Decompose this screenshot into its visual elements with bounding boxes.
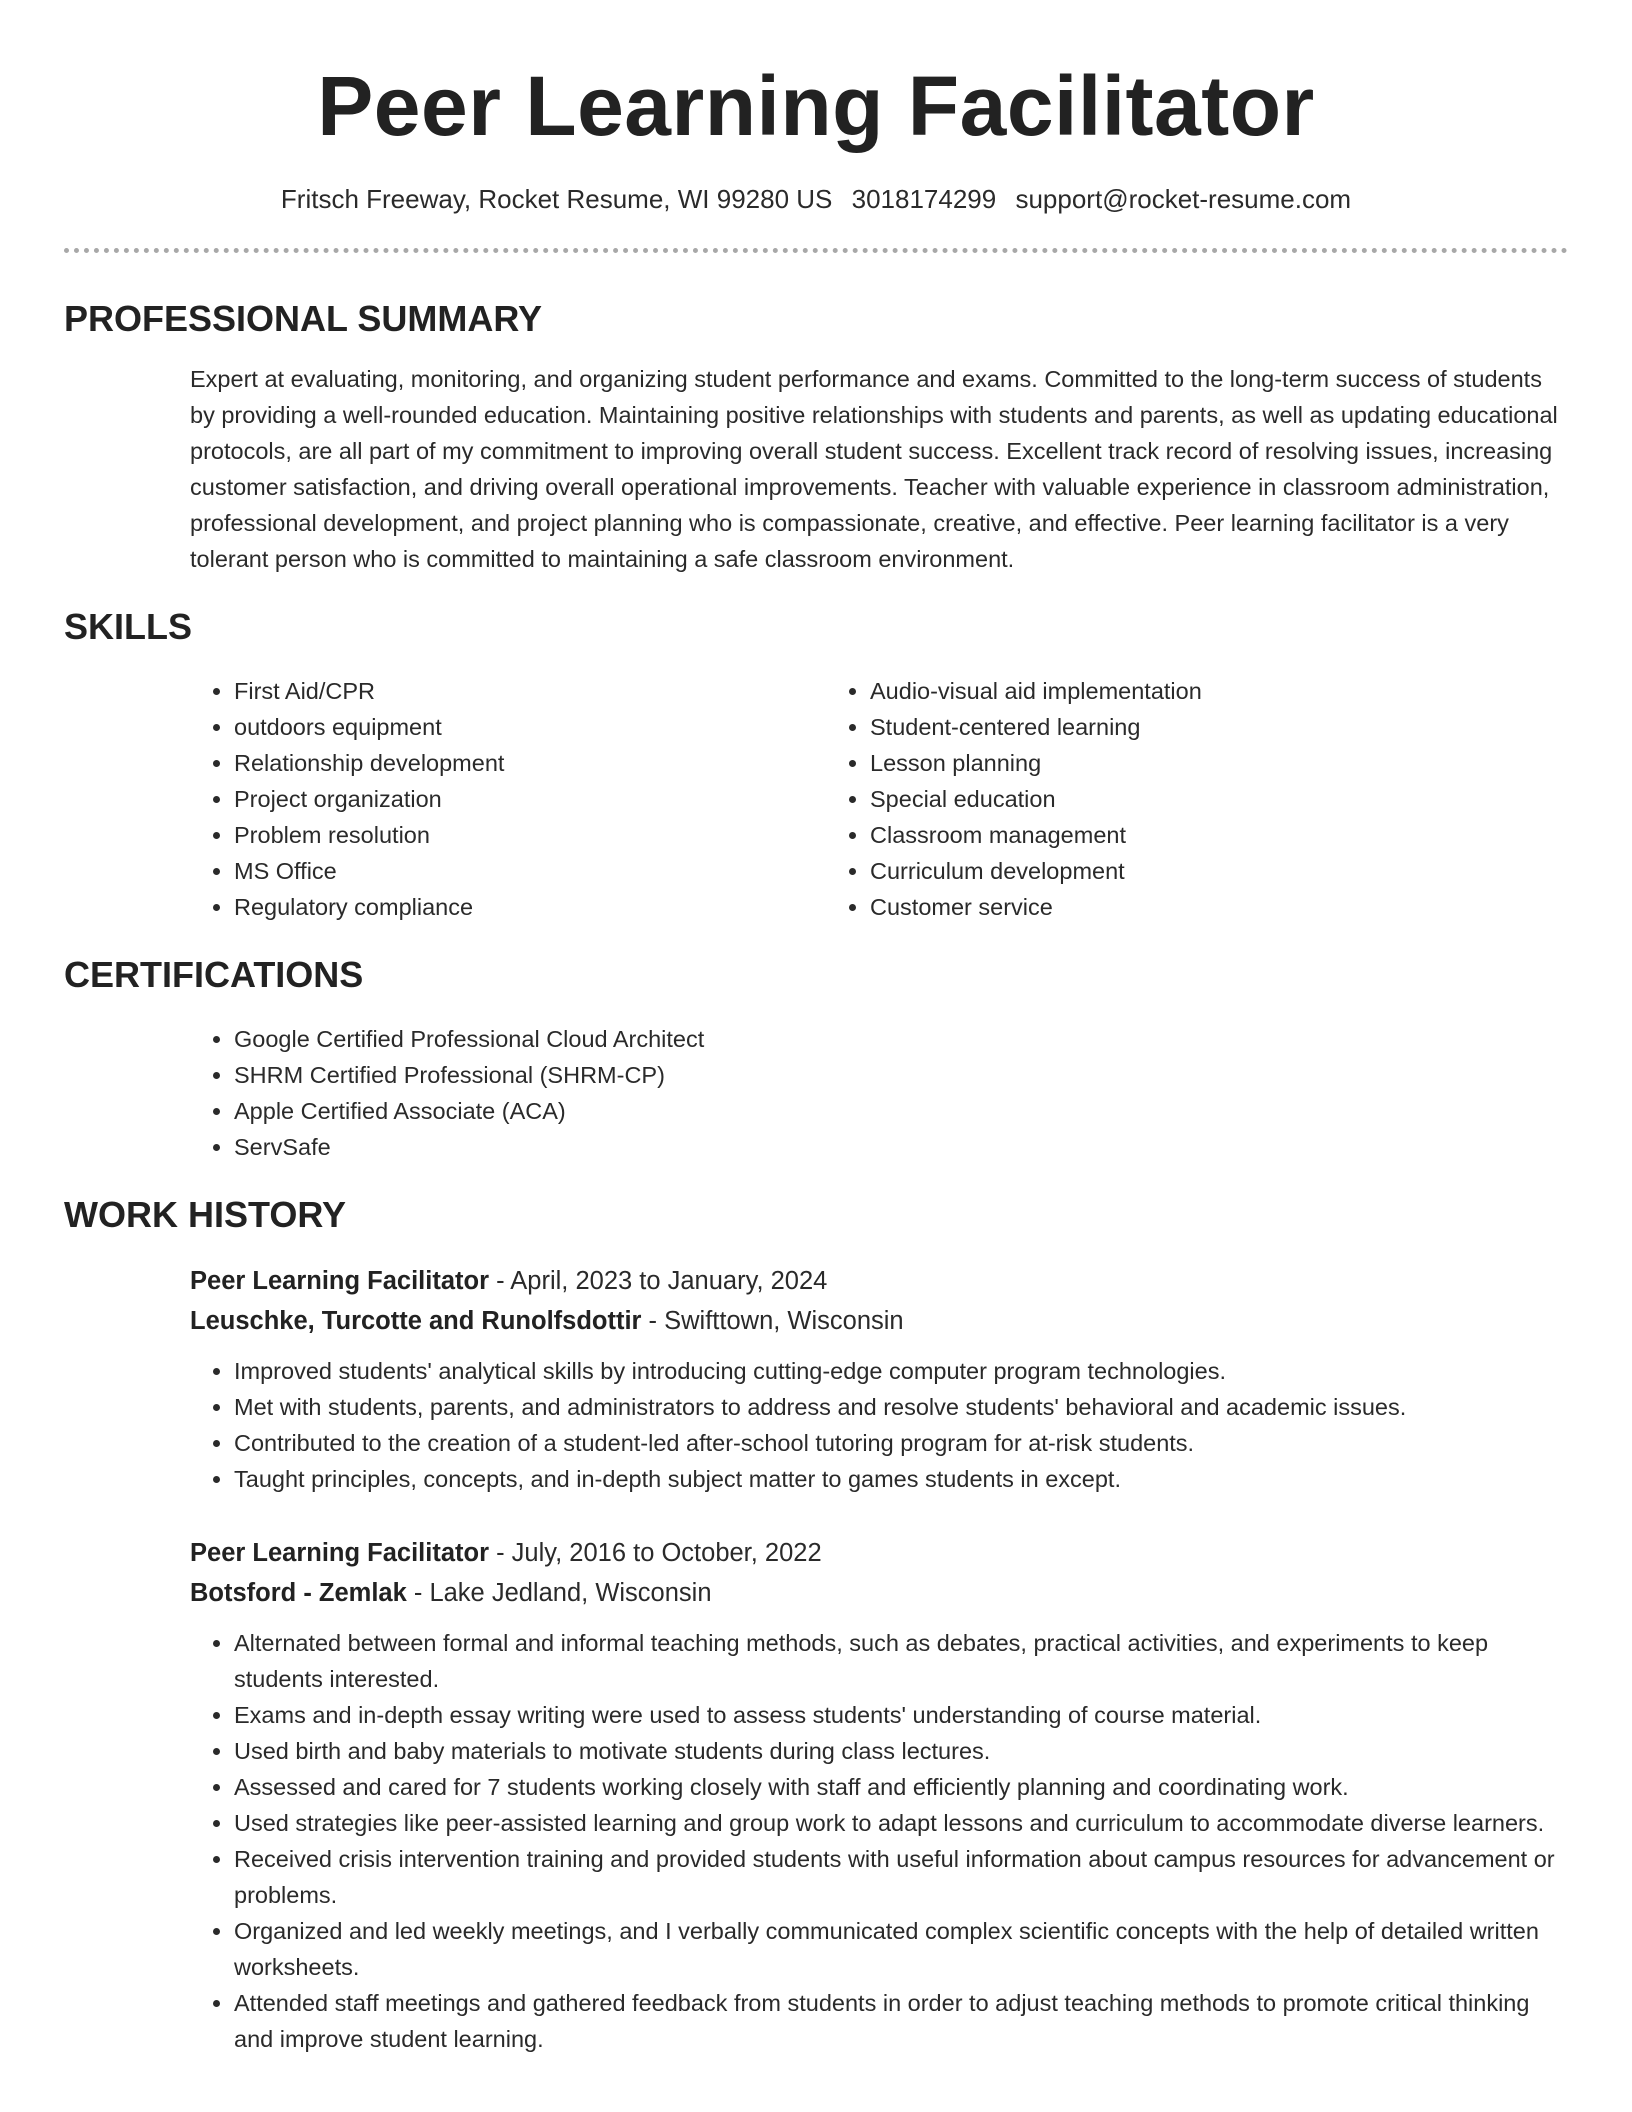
- job-role-line: [190, 1533, 1568, 1573]
- job-role-line: [190, 1261, 1568, 1301]
- job-bullet: • Used birth and baby materials to motivate students during class lectures.: [234, 1733, 1568, 1769]
- skills-column-right: [826, 673, 1568, 925]
- contact-phone: 3018174299: [851, 184, 997, 214]
- job-bullet: • Improved students' analytical skills by introducing cutting-edge computer program technologies.: [234, 1353, 1568, 1389]
- job-location: - Swifttown, Wisconsin: [641, 1307, 904, 1335]
- skill-item: • Audio-visual aid implementation: [870, 673, 1568, 709]
- certification-item: • Apple Certified Associate (ACA): [234, 1093, 1568, 1129]
- job-bullet: • Assessed and cared for 7 students working closely with staff and efficiently planning and coordinating work.: [234, 1769, 1568, 1805]
- job-bullets: [190, 1625, 1568, 2057]
- job-bullet: • Used strategies like peer-assisted learning and group work to adapt lessons and curriculum to accommodate diverse learners.: [234, 1805, 1568, 1841]
- job-company-line: [190, 1301, 1568, 1341]
- job-bullet: • Contributed to the creation of a student-led after-school tutoring program for at-risk students.: [234, 1425, 1568, 1461]
- certification-item: • Google Certified Professional Cloud Architect: [234, 1021, 1568, 1057]
- job-bullet: • Organized and led weekly meetings, and I verbally communicated complex scientific concepts with the help of detailed written worksheets.: [234, 1913, 1568, 1985]
- job-bullets: [190, 1353, 1568, 1497]
- section-title-work-history: WORK HISTORY: [64, 1194, 347, 1235]
- job-company: Botsford - Zemlak: [190, 1579, 407, 1607]
- section-title-skills: SKILLS: [64, 606, 193, 647]
- job-entry: [190, 1261, 1568, 1497]
- certification-item: • ServSafe: [234, 1129, 1568, 1165]
- job-role: Peer Learning Facilitator: [190, 1267, 490, 1295]
- skill-item: • Problem resolution: [234, 817, 826, 853]
- job-bullet: • Exams and in-depth essay writing were used to assess students' understanding of course material.: [234, 1697, 1568, 1733]
- contact-line: [64, 182, 1568, 216]
- job-bullet: • Taught principles, concepts, and in-depth subject matter to games students in except.: [234, 1461, 1568, 1497]
- contact-email: support@rocket-resume.com: [1015, 184, 1352, 214]
- job-bullet: • Attended staff meetings and gathered feedback from students in order to adjust teaching methods to promote critical thinking and improve student learning.: [234, 1985, 1568, 2057]
- skills-list: [190, 673, 1568, 925]
- skill-item: • outdoors equipment: [234, 709, 826, 745]
- skill-item: • MS Office: [234, 853, 826, 889]
- skill-item: • Project organization: [234, 781, 826, 817]
- job-dates: - July, 2016 to October, 2022: [489, 1539, 822, 1567]
- skill-item: • Lesson planning: [870, 745, 1568, 781]
- job-location: - Lake Jedland, Wisconsin: [406, 1579, 712, 1607]
- job-company-line: [190, 1573, 1568, 1613]
- summary-text: Expert at evaluating, monitoring, and organizing student performance and exams. Committed to the long-term success of students by providing a well-rounded education. Maintaining positive relationships with students and parents, as well as updating educational protocols, are all part of my commitment to improving overall student success. Excellent track record of resolving issues, increasing customer satisfaction, and driving overall operational improvements. Teacher with valuable experience in classroom administration, professional development, and project planning who is compassionate, creative, and effective. Peer learning facilitator is a very tolerant person who is committed to maintaining a safe classroom environment.: [190, 366, 1558, 572]
- header-divider: [64, 248, 1568, 253]
- job-bullet: • Met with students, parents, and administrators to address and resolve students' behavioral and academic issues.: [234, 1389, 1568, 1425]
- section-title-certifications: CERTIFICATIONS: [64, 954, 364, 995]
- skill-item: • First Aid/CPR: [234, 673, 826, 709]
- skills-column-left: [190, 673, 826, 925]
- skill-item: • Regulatory compliance: [234, 889, 826, 925]
- certifications-list: [190, 1021, 1568, 1165]
- skill-item: • Special education: [870, 781, 1568, 817]
- job-bullet: • Received crisis intervention training and provided students with useful information about campus resources for advancement or problems.: [234, 1841, 1568, 1913]
- skill-item: • Student-centered learning: [870, 709, 1568, 745]
- contact-address: Fritsch Freeway, Rocket Resume, WI 99280 US: [280, 184, 833, 214]
- certification-item: • SHRM Certified Professional (SHRM-CP): [234, 1057, 1568, 1093]
- resume-title: Peer Learning Facilitator: [317, 59, 1315, 153]
- job-entry: [190, 1533, 1568, 2057]
- skill-item: • Curriculum development: [870, 853, 1568, 889]
- job-dates: - April, 2023 to January, 2024: [489, 1267, 828, 1295]
- skill-item: • Customer service: [870, 889, 1568, 925]
- job-role: Peer Learning Facilitator: [190, 1539, 490, 1567]
- job-bullet: • Alternated between formal and informal teaching methods, such as debates, practical activities, and experiments to keep students interested.: [234, 1625, 1568, 1697]
- skill-item: • Classroom management: [870, 817, 1568, 853]
- skill-item: • Relationship development: [234, 745, 826, 781]
- job-company: Leuschke, Turcotte and Runolfsdottir: [190, 1307, 642, 1335]
- section-title-summary: PROFESSIONAL SUMMARY: [64, 298, 543, 339]
